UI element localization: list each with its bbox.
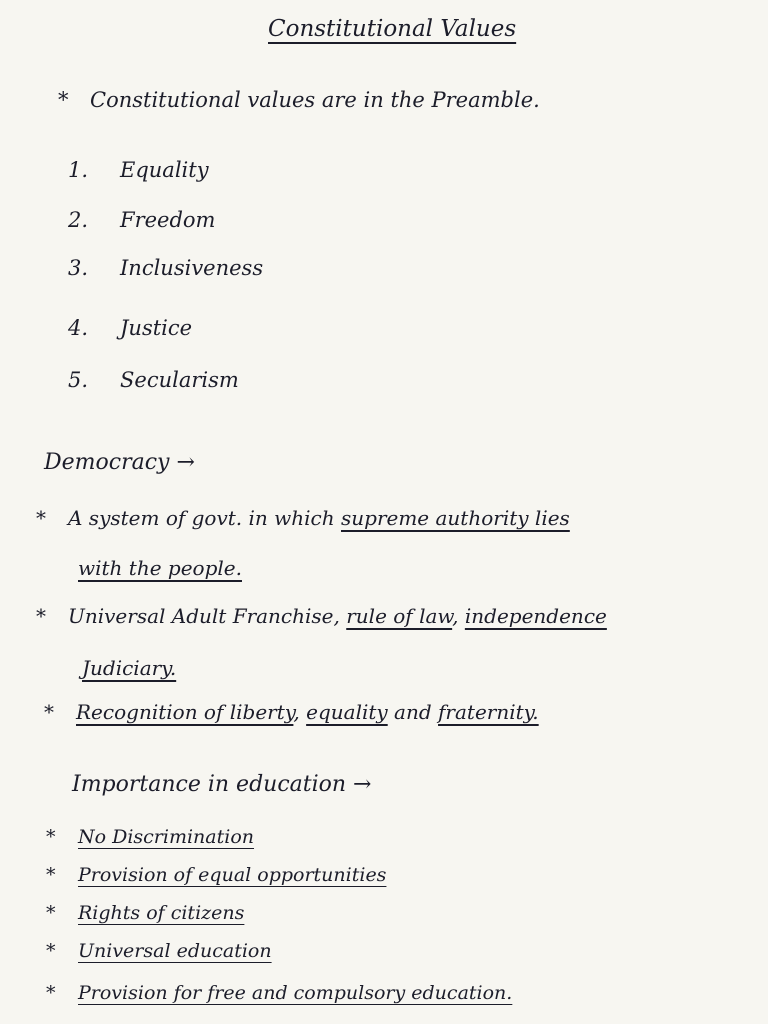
bullet-star: * <box>36 506 46 530</box>
democracy-point-2 <box>36 604 607 628</box>
bullet-star: * <box>44 700 54 724</box>
democracy-point-1-continued: with the people. <box>78 556 242 580</box>
point-underlined-text: equality <box>306 700 388 724</box>
list-item <box>68 368 239 392</box>
item-text: No Discrimination <box>78 826 255 848</box>
list-label: Secularism <box>120 368 239 392</box>
democracy-point-2-continued: Judiciary. <box>82 656 177 680</box>
intro-text: Constitutional values are in the Preamble. <box>90 88 540 112</box>
point-text: Universal Adult Franchise, <box>68 604 347 628</box>
point-underlined-text: fraternity. <box>438 700 539 724</box>
democracy-heading: Democracy → <box>44 450 195 475</box>
list-number: 1. <box>68 158 89 182</box>
bullet-star: * <box>46 902 56 924</box>
education-item <box>46 902 244 924</box>
education-item <box>46 826 254 848</box>
item-text: Universal education <box>78 940 272 962</box>
democracy-point-1 <box>36 506 570 530</box>
item-text: Rights of citizens <box>78 902 245 924</box>
item-text: Provision of equal opportunities <box>78 864 387 886</box>
bullet-star: * <box>46 864 56 886</box>
point-text: , <box>452 604 465 628</box>
intro-line <box>58 88 540 112</box>
education-heading: Importance in education → <box>72 772 372 797</box>
point-underlined-text: supreme authority lies <box>341 506 570 530</box>
page-title: Constitutional Values <box>268 16 517 42</box>
point-underlined-text: rule of law <box>346 604 453 628</box>
list-label: Equality <box>120 158 209 182</box>
list-item <box>68 316 192 340</box>
list-number: 3. <box>68 256 89 280</box>
point-underlined-text: independence <box>464 604 607 628</box>
point-text: , <box>293 700 307 724</box>
list-label: Inclusiveness <box>120 256 264 280</box>
list-label: Freedom <box>120 208 216 232</box>
democracy-point-3 <box>44 700 539 724</box>
list-item <box>68 256 263 280</box>
bullet-star: * <box>46 826 56 848</box>
item-text: Provision for free and compulsory education. <box>78 982 513 1004</box>
list-number: 2. <box>68 208 89 232</box>
point-text: A system of govt. in which <box>68 506 341 530</box>
bullet-star: * <box>46 940 56 962</box>
education-item <box>46 864 386 886</box>
bullet-star: * <box>46 982 56 1004</box>
list-number: 4. <box>68 316 89 340</box>
point-underlined-text: Recognition of liberty <box>76 700 294 724</box>
list-item <box>68 158 209 182</box>
list-label: Justice <box>120 316 193 340</box>
list-item <box>68 208 215 232</box>
bullet-star: * <box>58 88 69 112</box>
point-text: and <box>387 700 439 724</box>
education-item <box>46 982 512 1004</box>
bullet-star: * <box>36 604 46 628</box>
education-item <box>46 940 272 962</box>
list-number: 5. <box>68 368 89 392</box>
